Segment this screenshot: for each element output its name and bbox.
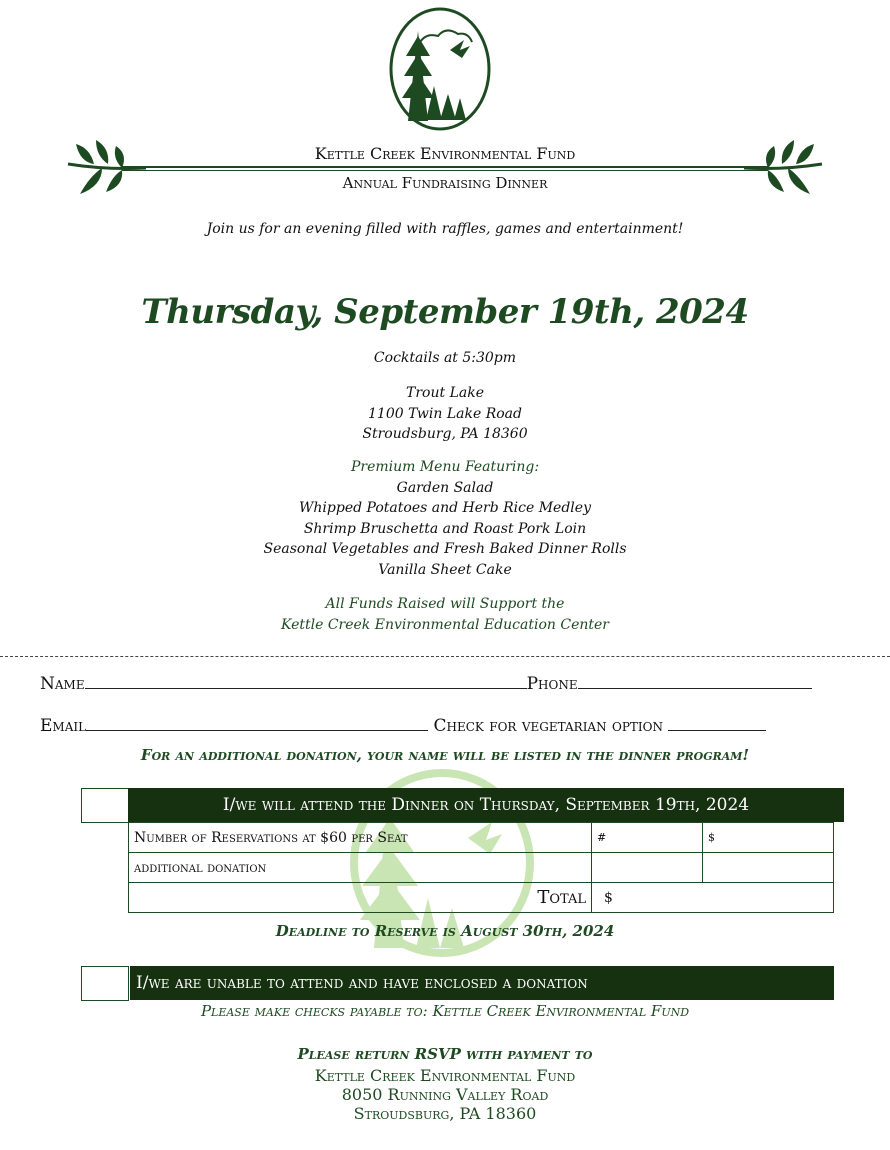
additional-donation-note: For an additional donation, your name will be listed in the dinner program! (140, 746, 750, 764)
name-label: Name (40, 674, 85, 694)
address-line: 8050 Running Valley Road (341, 1085, 549, 1104)
table-row (129, 823, 834, 853)
deadline-note: Deadline to Reserve is August 30th, 2024 (275, 922, 615, 940)
venue-line: Trout Lake (406, 385, 484, 401)
reservations-count-field[interactable]: # (592, 823, 703, 853)
event-name: Annual Fundraising Dinner (342, 174, 548, 192)
donation-count-field[interactable] (592, 853, 703, 883)
address-line: Stroudsburg, PA 18360 (353, 1104, 537, 1123)
donation-amount-field[interactable] (703, 853, 834, 883)
phone-label: Phone (526, 674, 578, 694)
venue-line: Stroudsburg, PA 18360 (362, 426, 528, 442)
venue-line: 1100 Twin Lake Road (368, 405, 522, 422)
reservations-label: Number of Reservations at $60 per Seat (129, 823, 592, 853)
total-field[interactable]: $ (592, 883, 834, 913)
table-row (129, 883, 834, 913)
payable-note: Please make checks payable to: Kettle Creek Environmental Fund (200, 1002, 690, 1020)
header-rule (122, 166, 768, 168)
menu-item: Seasonal Vegetables and Fresh Baked Dinner Rolls (263, 541, 627, 557)
menu-item: Shrimp Bruschetta and Roast Pork Loin (303, 520, 587, 537)
address-line: Kettle Creek Environmental Fund (314, 1066, 576, 1085)
cut-line (0, 656, 890, 657)
name-phone-row (40, 674, 812, 694)
email-vegetarian-row (40, 716, 766, 736)
org-name: Kettle Creek Environmental Fund (314, 144, 576, 163)
menu-heading: Premium Menu Featuring: (350, 459, 540, 475)
support-line: All Funds Raised will Support the (325, 596, 565, 612)
donation-label: additional donation (129, 853, 592, 883)
support-line: Kettle Creek Environmental Education Center (281, 616, 609, 633)
invitation-text: Join us for an evening filled with raffles, games and entertainment! (206, 221, 684, 237)
attend-bar: I/we will attend the Dinner on Thursday, September 19th, 2024 (128, 788, 844, 822)
menu-item: Whipped Potatoes and Herb Rice Medley (299, 500, 591, 516)
venue-address (0, 383, 890, 445)
return-address (0, 1066, 890, 1123)
header-rule-thin (122, 170, 768, 171)
menu-item: Garden Salad (396, 479, 494, 496)
table-row (129, 853, 834, 883)
menu-item: Vanilla Sheet Cake (378, 561, 512, 578)
fund-logo (388, 6, 492, 132)
reservations-amount-field[interactable]: $ (703, 823, 834, 853)
cocktails-time: Cocktails at 5:30pm (373, 350, 517, 366)
total-label: Total (129, 883, 592, 913)
reservation-table (128, 822, 834, 913)
phone-field[interactable] (578, 674, 812, 689)
vegetarian-label: Check for vegetarian option (433, 716, 663, 736)
vegetarian-field[interactable] (668, 716, 766, 731)
email-field[interactable] (86, 716, 428, 731)
event-date: Thursday, September 19th, 2024 (141, 292, 749, 332)
attend-checkbox[interactable] (81, 788, 129, 823)
name-field[interactable] (85, 674, 527, 689)
return-heading: Please return RSVP with payment to (297, 1045, 593, 1063)
email-label: Email (40, 716, 87, 736)
unable-bar: I/we are unable to attend and have enclosed a donation (130, 966, 834, 1000)
support-note (0, 594, 890, 635)
unable-checkbox[interactable] (81, 966, 129, 1001)
menu-section (0, 457, 890, 580)
